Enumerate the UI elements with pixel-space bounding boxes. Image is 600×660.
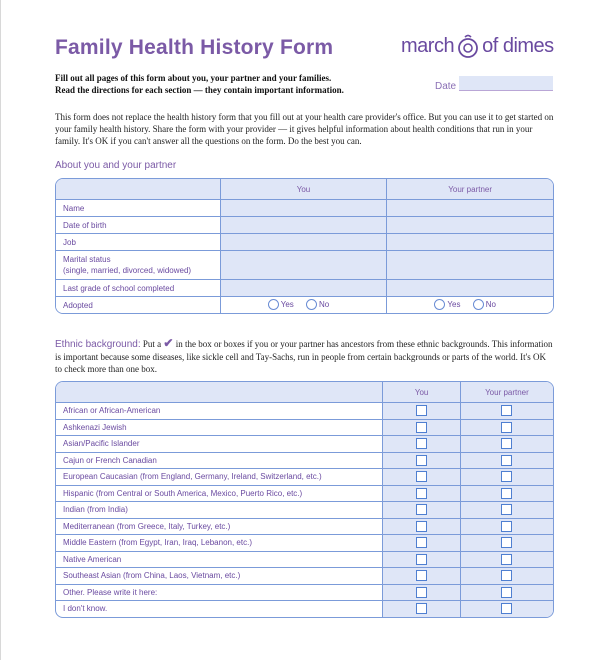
ethnic-you-cell <box>383 502 460 519</box>
ethnic-row-label: Mediterranean (from Greece, Italy, Turkey, etc.) <box>56 519 383 536</box>
intro-line-1: Fill out all pages of this form about you, your partner and your families. <box>55 73 332 83</box>
checkbox-you[interactable] <box>416 537 427 548</box>
ethnic-you-cell <box>383 453 460 470</box>
ethnic-partner-cell <box>461 601 553 617</box>
ethnic-row-label: Ashkenazi Jewish <box>56 420 383 437</box>
ethnic-row <box>56 535 553 552</box>
ethnic-you-cell <box>383 552 460 569</box>
ethnic-text-b: in the box or boxes if you or your partner has ancestors from these ethnic backgrounds. This information is important because some diseases, like sickle cell and Tay-Sachs, run in people from certain backgrounds or parts of the world. It's OK to check more than one box. <box>55 339 553 374</box>
job-partner-field[interactable] <box>387 234 553 251</box>
ethnic-rows <box>56 403 553 617</box>
dob-partner-field[interactable] <box>387 217 553 234</box>
ethnic-row-label: Cajun or French Canadian <box>56 453 383 470</box>
marital-label: Marital status <box>63 255 111 264</box>
ethnic-row <box>56 568 553 585</box>
marital-sub-label: (single, married, divorced, widowed) <box>63 266 192 275</box>
about-row-label: Name <box>56 200 221 217</box>
ethnic-partner-cell <box>461 436 553 453</box>
about-row-label: Last grade of school completed <box>56 280 221 297</box>
ethnic-row <box>56 519 553 536</box>
checkbox-partner[interactable] <box>501 455 512 466</box>
checkbox-partner[interactable] <box>501 521 512 532</box>
ethnic-row <box>56 552 553 569</box>
ethnic-row-label: Middle Eastern (from Egypt, Iran, Iraq, Lebanon, etc.) <box>56 535 383 552</box>
ethnic-you-cell <box>383 469 460 486</box>
ethnic-partner-cell <box>461 453 553 470</box>
ethnic-partner-cell <box>461 486 553 503</box>
about-table <box>55 178 554 314</box>
about-row-job <box>56 234 553 251</box>
checkbox-partner[interactable] <box>501 570 512 581</box>
ethnic-partner-cell <box>461 403 553 420</box>
ethnic-header-blank <box>56 382 383 403</box>
marital-you-field[interactable] <box>221 251 388 280</box>
ethnic-partner-cell <box>461 420 553 437</box>
ethnic-row-label: I don't know. <box>56 601 383 617</box>
about-heading: About you and your partner <box>55 160 177 171</box>
radio-circle-icon <box>306 299 317 310</box>
about-col-partner: Your partner <box>387 179 553 200</box>
ethnic-you-cell <box>383 486 460 503</box>
job-you-field[interactable] <box>221 234 388 251</box>
ethnic-row-label: Hispanic (from Central or South America, Mexico, Puerto Rico, etc.) <box>56 486 383 503</box>
checkbox-you[interactable] <box>416 504 427 515</box>
checkbox-partner[interactable] <box>501 471 512 482</box>
ethnic-you-cell <box>383 601 460 617</box>
logo-text-left: march <box>401 34 455 57</box>
adopted-you-no-radio[interactable] <box>306 299 329 310</box>
checkbox-you[interactable] <box>416 521 427 532</box>
ethnic-row <box>56 453 553 470</box>
ethnic-partner-cell <box>461 568 553 585</box>
about-row-school <box>56 280 553 297</box>
ethnic-you-cell <box>383 420 460 437</box>
name-partner-field[interactable] <box>387 200 553 217</box>
ethnic-you-cell <box>383 436 460 453</box>
ethnic-row <box>56 486 553 503</box>
about-col-you: You <box>221 179 388 200</box>
ethnic-row-label: Native American <box>56 552 383 569</box>
ethnic-row <box>56 469 553 486</box>
about-row-adopted <box>56 297 553 313</box>
radio-circle-icon <box>434 299 445 310</box>
about-row-marital <box>56 251 553 280</box>
about-row-name <box>56 200 553 217</box>
radio-label: No <box>485 299 496 309</box>
date-field[interactable] <box>459 76 553 91</box>
ethnic-header-row <box>56 382 553 403</box>
ethnic-col-partner: Your partner <box>461 382 553 403</box>
radio-label: No <box>319 299 330 309</box>
checkbox-partner[interactable] <box>501 422 512 433</box>
checkbox-you[interactable] <box>416 587 427 598</box>
checkbox-you[interactable] <box>416 554 427 565</box>
ethnic-partner-cell <box>461 519 553 536</box>
ethnic-row <box>56 601 553 617</box>
ethnic-partner-cell <box>461 585 553 602</box>
about-row-dob <box>56 217 553 234</box>
adopted-partner-no-radio[interactable] <box>473 299 496 310</box>
ethnic-row <box>56 403 553 420</box>
about-row-label: Adopted <box>56 297 221 313</box>
about-header-blank <box>56 179 221 200</box>
dob-you-field[interactable] <box>221 217 388 234</box>
checkbox-partner[interactable] <box>501 603 512 614</box>
intro-text <box>55 72 344 96</box>
ethnic-partner-cell <box>461 469 553 486</box>
ethnic-row <box>56 420 553 437</box>
checkbox-partner[interactable] <box>501 587 512 598</box>
ethnic-row-label: Other. Please write it here: <box>56 585 383 602</box>
checkbox-you[interactable] <box>416 488 427 499</box>
ethnic-table <box>55 381 554 618</box>
about-row-label: Job <box>56 234 221 251</box>
about-header-row <box>56 179 553 200</box>
radio-circle-icon <box>473 299 484 310</box>
page-title: Family Health History Form <box>55 36 334 59</box>
baby-logo-icon <box>456 33 480 59</box>
ethnic-row-label: Indian (from India) <box>56 502 383 519</box>
checkbox-you[interactable] <box>416 405 427 416</box>
ethnic-row <box>56 585 553 602</box>
about-row-label: Date of birth <box>56 217 221 234</box>
checkbox-you[interactable] <box>416 438 427 449</box>
radio-circle-icon <box>268 299 279 310</box>
ethnic-row-label: Southeast Asian (from China, Laos, Vietnam, etc.) <box>56 568 383 585</box>
checkbox-partner[interactable] <box>501 504 512 515</box>
marital-partner-field[interactable] <box>387 251 553 280</box>
adopted-partner-yes-radio[interactable] <box>434 299 460 310</box>
checkbox-partner[interactable] <box>501 554 512 565</box>
checkbox-partner[interactable] <box>501 405 512 416</box>
ethnic-heading: Ethnic background: <box>55 339 141 350</box>
march-of-dimes-logo <box>401 33 554 59</box>
disclaimer-text: This form does not replace the health history form that you fill out at your health care provider's office. But you can use it to get started on your family health history. Share the form with your provider — it gives helpful information about health conditions that run in your family. It's OK if you can't answer all the questions on the form. Do the best you can. <box>55 112 554 146</box>
ethnic-partner-cell <box>461 552 553 569</box>
checkbox-partner[interactable] <box>501 488 512 499</box>
ethnic-row <box>56 436 553 453</box>
checkbox-you[interactable] <box>416 570 427 581</box>
ethnic-row-label: Asian/Pacific Islander <box>56 436 383 453</box>
ethnic-partner-cell <box>461 502 553 519</box>
adopted-partner-options <box>387 297 553 313</box>
checkmark-icon: ✔ <box>163 336 174 350</box>
ethnic-you-cell <box>383 585 460 602</box>
ethnic-col-you: You <box>383 382 460 403</box>
ethnic-partner-cell <box>461 535 553 552</box>
checkbox-you[interactable] <box>416 422 427 433</box>
ethnic-you-cell <box>383 403 460 420</box>
checkbox-you[interactable] <box>416 455 427 466</box>
date-label: Date <box>435 81 457 92</box>
ethnic-text-a: Put a <box>140 339 164 349</box>
ethnic-you-cell <box>383 568 460 585</box>
name-you-field[interactable] <box>221 200 388 217</box>
school-you-field[interactable] <box>221 280 388 297</box>
ethnic-row <box>56 502 553 519</box>
about-row-label-marital <box>56 251 221 280</box>
radio-label: Yes <box>280 299 294 309</box>
checkbox-partner[interactable] <box>501 537 512 548</box>
ethnic-you-cell <box>383 519 460 536</box>
checkbox-you[interactable] <box>416 603 427 614</box>
ethnic-you-cell <box>383 535 460 552</box>
school-partner-field[interactable] <box>387 280 553 297</box>
ethnic-instructions <box>55 337 555 375</box>
checkbox-you[interactable] <box>416 471 427 482</box>
adopted-you-options <box>221 297 388 313</box>
radio-label: Yes <box>447 299 461 309</box>
adopted-you-yes-radio[interactable] <box>268 299 294 310</box>
logo-text-right: of dimes <box>482 34 554 57</box>
ethnic-row-label: European Caucasian (from England, Germany, Ireland, Switzerland, etc.) <box>56 469 383 486</box>
ethnic-row-label: African or African-American <box>56 403 383 420</box>
intro-line-2: Read the directions for each section — they contain important information. <box>55 85 344 95</box>
checkbox-partner[interactable] <box>501 438 512 449</box>
